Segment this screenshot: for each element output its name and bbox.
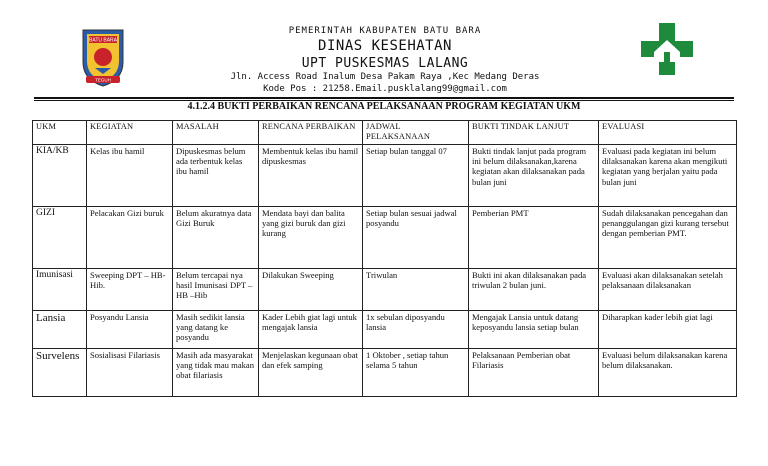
svg-text:BATU BARA: BATU BARA bbox=[89, 37, 117, 44]
header-evaluasi: EVALUASI bbox=[599, 121, 737, 145]
table-row bbox=[33, 144, 737, 206]
header-jadwal-pelaksanaan: JADWAL PELAKSANAAN bbox=[363, 121, 469, 145]
cell-kegiatan: Pelacakan Gizi buruk bbox=[87, 206, 173, 268]
cell-jadwal: Setiap bulan tanggal 07 bbox=[363, 144, 469, 206]
svg-text:TEGUH: TEGUH bbox=[95, 77, 111, 83]
ukm-program-table bbox=[32, 120, 737, 397]
cell-rencana: Kader Lebih giat lagi untuk mengajak lansia bbox=[259, 310, 363, 348]
cell-kegiatan: Kelas ibu hamil bbox=[87, 144, 173, 206]
cell-kegiatan: Sweeping DPT – HB-Hib. bbox=[87, 268, 173, 310]
cell-ukm: Lansia bbox=[33, 310, 87, 348]
table-row bbox=[33, 268, 737, 310]
puskesmas-name: UPT PUSKESMAS LALANG bbox=[301, 56, 469, 71]
table-row bbox=[33, 310, 737, 348]
cell-evaluasi: Diharapkan kader lebih giat lagi bbox=[599, 310, 737, 348]
header-masalah: MASALAH bbox=[173, 121, 259, 145]
header-kegiatan: KEGIATAN bbox=[87, 121, 173, 145]
cell-bukti: Bukti tindak lanjut pada program ini belum dilaksanakan,karena kegiatan akan dilaksanakan pada bulan juni bbox=[469, 144, 599, 206]
cell-evaluasi: Sudah dilaksanakan pencegahan dan penanggulangan gizi kurang tersebut dengan pemberian PMT. bbox=[599, 206, 737, 268]
agency-name: DINAS KESEHATAN bbox=[318, 38, 452, 54]
cell-rencana: Menjelaskan kegunaan obat dan efek samping bbox=[259, 348, 363, 396]
puskesmas-cross-logo-icon bbox=[640, 22, 694, 76]
cell-bukti: Pelaksanaan Pemberian obat Filariasis bbox=[469, 348, 599, 396]
cell-rencana: Dilakukan Sweeping bbox=[259, 268, 363, 310]
cell-rencana: Mendata bayi dan balita yang gizi buruk dan gizi kurang bbox=[259, 206, 363, 268]
cell-masalah: Masih ada masyarakat yang tidak mau makan obat filariasis bbox=[173, 348, 259, 396]
cell-masalah: Masih sedikit lansia yang datang ke posyandu bbox=[173, 310, 259, 348]
cell-bukti: Mengajak Lansia untuk datang keposyandu lansia setiap bulan bbox=[469, 310, 599, 348]
cell-ukm: KIA/KB bbox=[33, 144, 87, 206]
table-row bbox=[33, 348, 737, 396]
cell-jadwal: Setiap bulan sesuai jadwal posyandu bbox=[363, 206, 469, 268]
address: Jln. Access Road Inalum Desa Pakam Raya ,Kec Medang Deras bbox=[230, 72, 540, 82]
cell-evaluasi: Evaluasi akan dilaksanakan setelah pelaksanaan dilaksanakan bbox=[599, 268, 737, 310]
cell-ukm: GIZI bbox=[33, 206, 87, 268]
government-name: PEMERINTAH KABUPATEN BATU BARA bbox=[288, 26, 482, 36]
cell-masalah: Dipuskesmas belum ada terbentuk kelas ibu hamil bbox=[173, 144, 259, 206]
cell-kegiatan: Posyandu Lansia bbox=[87, 310, 173, 348]
cell-rencana: Membentuk kelas ibu hamil dipuskesmas bbox=[259, 144, 363, 206]
cell-jadwal: Triwulan bbox=[363, 268, 469, 310]
cell-masalah: Belum akuratnya data Gizi Buruk bbox=[173, 206, 259, 268]
cell-masalah: Belum tercapai nya hasil Imunisasi DPT –HB –Hib bbox=[173, 268, 259, 310]
cell-ukm: Imunisasi bbox=[33, 268, 87, 310]
cell-evaluasi: Evaluasi belum dilaksanakan karena belum dilaksanakan. bbox=[599, 348, 737, 396]
document-title: 4.1.2.4 BUKTI PERBAIKAN RENCANA PELAKSANAAN PROGRAM KEGIATAN UKM bbox=[187, 101, 581, 112]
cell-jadwal: 1 Oktober , setiap tahun selama 5 tahun bbox=[363, 348, 469, 396]
letterhead bbox=[0, 0, 768, 96]
table-row bbox=[33, 206, 737, 268]
cell-ukm: Survelens bbox=[33, 348, 87, 396]
header-bukti-tindak-lanjut: BUKTI TINDAK LANJUT bbox=[469, 121, 599, 145]
cell-bukti: Bukti ini akan dilaksanakan pada triwulan 2 bulan juni. bbox=[469, 268, 599, 310]
cell-kegiatan: Sosialisasi Filariasis bbox=[87, 348, 173, 396]
cell-jadwal: 1x sebulan diposyandu lansia bbox=[363, 310, 469, 348]
header-rule-thick bbox=[34, 97, 734, 99]
header-ukm: UKM bbox=[33, 121, 87, 145]
table-header-row bbox=[33, 121, 737, 145]
header-rencana-perbaikan: RENCANA PERBAIKAN bbox=[259, 121, 363, 145]
cell-bukti: Pemberian PMT bbox=[469, 206, 599, 268]
batu-bara-emblem-icon bbox=[78, 24, 128, 88]
cell-evaluasi: Evaluasi pada kegiatan ini belum dilaksanakan karena akan mengikuti kegiatan yang berjalan yaitu pada bulan juni bbox=[599, 144, 737, 206]
postal-email: Kode Pos : 21258.Email.pusklalang99@gmail.com bbox=[263, 84, 507, 94]
